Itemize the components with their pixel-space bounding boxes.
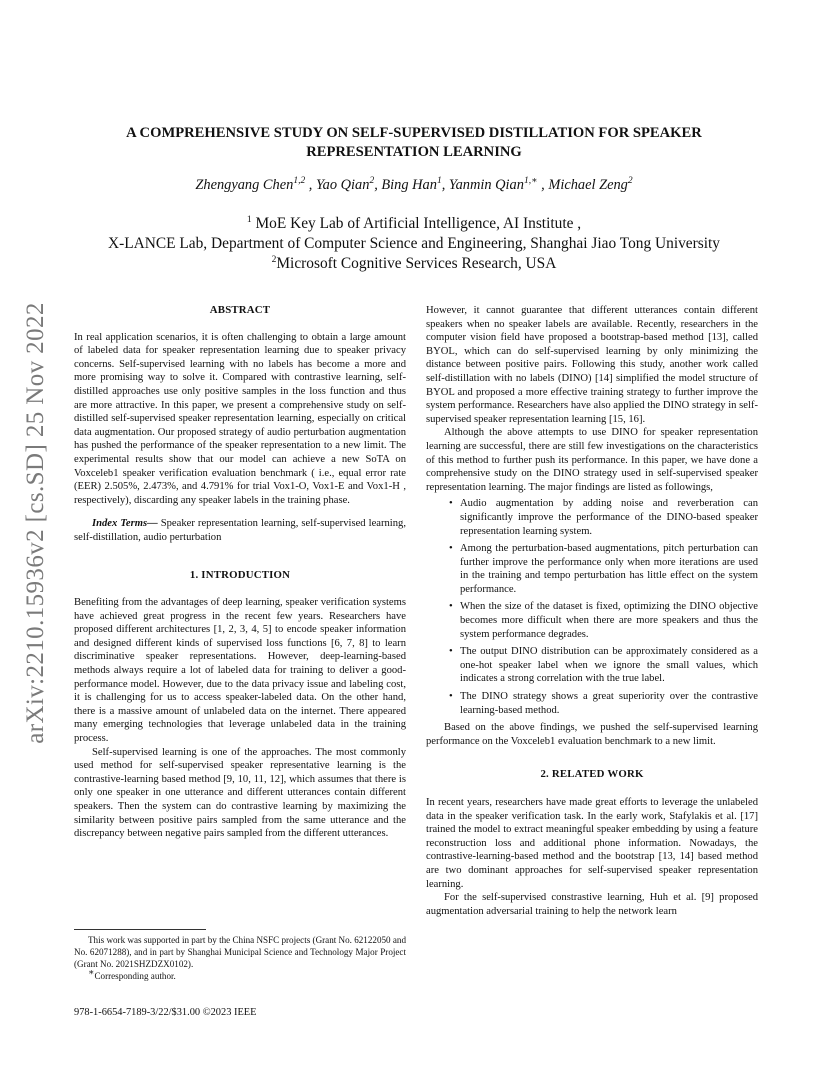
arxiv-identifier-text: arXiv:2210.15936v2 [cs.SD] 25 Nov 2022 xyxy=(22,302,49,744)
author-name: Michael Zeng xyxy=(548,177,628,193)
affiliation-line-3 xyxy=(60,254,768,274)
author-list xyxy=(70,177,758,194)
index-terms-text: Speaker representation learning, self-supervised learning, self-distillation, audio perturbation xyxy=(74,518,406,543)
author-affiliation-mark: 1 xyxy=(436,176,442,187)
right-paragraph-2: Although the above attempts to use DINO for speaker representation learning are successful, there are still few investigations on the characteristics of this method to further push its performance. In this paper, we have done a comprehensive study on the DINO strategy used in self-supervised speaker representation learning. The major findings are listed as followings, xyxy=(426,427,758,493)
finding-item: • Audio augmentation by adding noise and reverberation can significantly improve the performance of the DINO-based speaker representation learning system. xyxy=(460,497,758,538)
related-work-paragraph-2: For the self-supervised constrastive learning, Huh et al. [9] proposed augmentation adversarial training to help the network learn xyxy=(426,892,758,917)
author-name: Bing Han xyxy=(381,177,437,193)
paper-title xyxy=(70,124,758,162)
affiliation-line-1 xyxy=(60,214,768,234)
finding-item: • When the size of the dataset is fixed, optimizing the DINO objective becomes more difficult when there are more speakers and thus the system performance degrades. xyxy=(460,600,758,641)
author-name: Zhengyang Chen xyxy=(195,177,294,193)
right-paragraph-3: Based on the above findings, we pushed the self-supervised learning performance on the Voxceleb1 evaluation benchmark to a new limit. xyxy=(426,722,758,747)
author-affiliation-mark: 1,∗ xyxy=(523,176,538,187)
author-name: Yanmin Qian xyxy=(448,177,524,193)
affiliation-mark: 1 xyxy=(246,214,252,225)
index-terms-label: Index Terms— xyxy=(92,518,158,530)
affiliation-text: MoE Key Lab of Artificial Intelligence, AI Institute , xyxy=(251,215,582,232)
introduction-paragraph-2: Self-supervised learning is one of the approaches. The most commonly used method for self-supervised speaker representative learning is the contrastive-learning based method [9, 10, 11, 12], which assumes that there is only one speaker in one utterance and different utterances contain different speakers. Then the system can do contrastive learning by maximizing the similarity between positive pairs sampled from the same utterance and the discrepancy between negative pairs sampled from the different utterances. xyxy=(74,746,406,840)
footnote-mark: ∗ xyxy=(88,967,95,978)
finding-item: • The DINO strategy shows a great superiority over the contrastive learning-based method. xyxy=(460,690,758,717)
author-affiliation-mark: 1,2 xyxy=(293,176,306,187)
footnote-text: Corresponding author. xyxy=(94,971,176,981)
affiliation-text: Microsoft Cognitive Services Research, USA xyxy=(276,255,557,272)
affiliation-mark: 2 xyxy=(271,254,277,265)
right-column xyxy=(426,304,758,918)
finding-item: • Among the perturbation-based augmentations, pitch perturbation can further improve the performance only when more iterations are used in the training and tempo perturbation has little effect on the system performance. xyxy=(460,542,758,596)
arxiv-identifier-stamp xyxy=(18,286,54,760)
introduction-heading: 1. INTRODUCTION xyxy=(189,568,291,581)
finding-item: • The output DINO distribution can be approximately considered as a one-hot speaker label when we ignore the small values, which indicates a strong correlation with the true label. xyxy=(460,645,758,686)
affiliation-line-2: X-LANCE Lab, Department of Computer Science and Engineering, Shanghai Jiao Tong University xyxy=(108,235,720,252)
footnote-divider xyxy=(74,929,206,930)
left-column xyxy=(74,304,406,841)
title-line-2: REPRESENTATION LEARNING xyxy=(306,144,522,160)
index-terms xyxy=(74,517,406,544)
related-work-paragraph-1: In recent years, researchers have made great efforts to leverage the unlabeled data in the speaker verification task. In the early work, Stafylakis et al. [17] trained the model to extract meaningful speaker embedding by using a feature reconstruction loss and additional phone information. Nowadays, the contrastive-learning-based method and the bootstrap [13, 14] based method are two dominant approaches for self-supervised speaker representation learning. xyxy=(426,797,758,890)
findings-list xyxy=(426,497,758,717)
right-paragraph-1: However, it cannot guarantee that different utterances contain different speakers when no speaker labels are available. Recently, researchers in the computer vision field have proposed a bootstrap-based method [13], called BYOL, which can do self-supervised learning by only minimizing the distance between positive pairs. Following this study, another work called self-distillation with no labels (DINO) [14] simplified the model structure of BYOL and proposed a more effective training strategy to further improve the system performance. Researchers have also applied the DINO strategy in self-supervised speaker representation learning [15, 16]. xyxy=(426,305,758,425)
affiliations xyxy=(60,214,768,274)
author-affiliation-mark: 2 xyxy=(627,176,633,187)
corresponding-author-footnote xyxy=(74,967,406,982)
related-work-heading: 2. RELATED WORK xyxy=(540,768,644,781)
funding-footnote: This work was supported in part by the China NSFC projects (Grant No. 62122050 and No. 62071288), and in part by Shanghai Municipal Science and Technology Major Project (Grant No. 2021SHZDZX0102). xyxy=(74,935,406,969)
abstract-heading: ABSTRACT xyxy=(209,304,271,316)
author-affiliation-mark: 2 xyxy=(369,176,375,187)
author-separator: , xyxy=(374,177,382,193)
introduction-paragraph-1: Benefiting from the advantages of deep learning, speaker verification systems have achieved great progress in the recent few years. Researchers have proposed different architectures [1, 2, 3, 4, 5] to encode speaker information and designed different kinds of supervised loss functions [6, 7, 8] to learn discriminative speaker representations. However, deep-learning-based methods always require a lot of labeled data for training to deliver a good-performance model. However, due to the data privacy issue and labeling cost, it is challenging for us to access speaker-labeled data. On the other hand, there is a massive amount of unlabeled data on the internet. There appeared many emerging technologies that leverage unlabeled data in the training process. xyxy=(74,597,406,745)
author-separator: , xyxy=(305,177,316,193)
title-line-1: A COMPREHENSIVE STUDY ON SELF-SUPERVISED DISTILLATION FOR SPEAKER xyxy=(126,125,702,141)
abstract-text: In real application scenarios, it is often challenging to obtain a large amount of labeled data for speaker representation learning due to speaker privacy concerns. Self-supervised learning with no labels has become a more and more promising way to solve it. Compared with contrastive learning, self-distilled approaches use only positive samples in the loss function and thus are more attractive. In this paper, we present a comprehensive study on self-distilled self-supervised speaker representation learning, especially on critical data augmentation. Our proposed strategy of audio perturbation augmentation has pushed the performance of the speaker representation to a new limit. The experimental results show that our model can achieve a new SoTA on Voxceleb1 speaker verification evaluation benchmark ( i.e., equal error rate (EER) 2.505%, 2.473%, and 4.791% for trial Vox1-O, Vox1-E and Vox1-H , respectively), discarding any speaker labels in the training phase. xyxy=(74,331,406,506)
author-separator: , xyxy=(537,177,549,193)
author-name: Yao Qian xyxy=(315,177,370,193)
copyright-notice: 978-1-6654-7189-3/22/$31.00 ©2023 IEEE xyxy=(74,1007,257,1018)
author-separator: , xyxy=(441,177,449,193)
footnotes xyxy=(74,929,406,982)
